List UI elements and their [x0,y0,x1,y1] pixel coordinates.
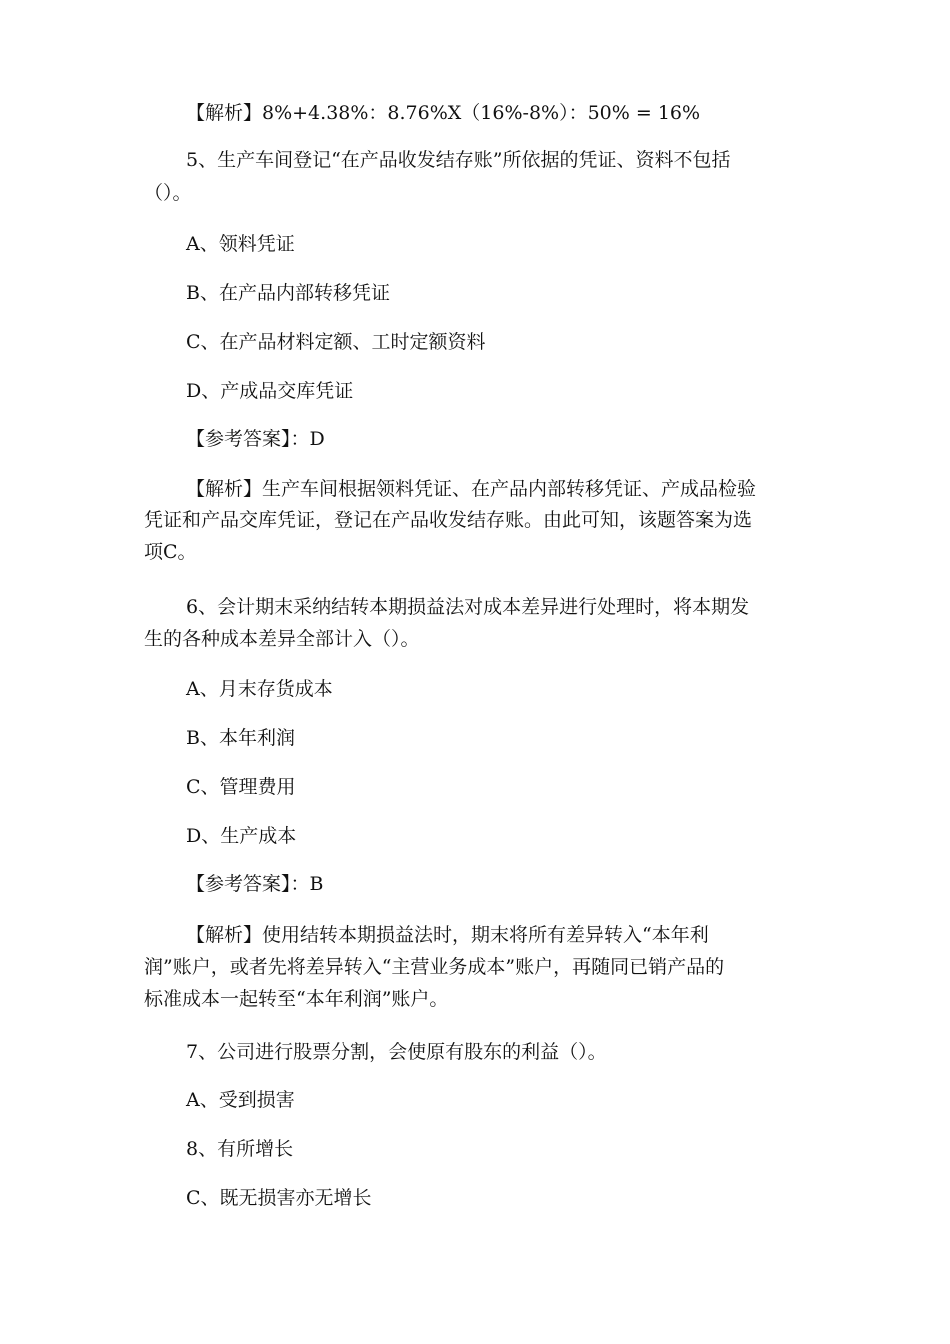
question-5-analysis-line1: 【解析】生产车间根据领料凭证、在产品内部转移凭证、产成品检验 [186,478,757,500]
question-6-option-c: C、管理费用 [186,776,296,798]
question-5-option-b: B、在产品内部转移凭证 [186,282,390,304]
question-5-stem-line2: （）。 [144,182,192,204]
question-5-analysis-line3: 项C。 [144,541,197,563]
question-6-option-d: D、生产成本 [186,825,297,847]
question-5-answer: 【参考答案】：D [186,428,325,450]
question-5-stem-line1: 5、生产车间登记“在产品收发结存账”所依据的凭证、资料不包括 [186,149,731,171]
question-7-option-c: C、既无损害亦无增长 [186,1187,372,1209]
question-6-stem-line2: 生的各种成本差异全部计入（）。 [144,628,420,650]
question-5-stem [186,144,836,176]
question-7-option-b: 8、有所增长 [186,1138,294,1160]
question-5-option-d: D、产成品交库凭证 [186,380,354,402]
question-5-analysis-line2: 凭证和产品交库凭证，登记在产品收发结存账。由此可知，该题答案为选 [144,509,753,531]
question-6-stem-line1: 6、会计期末采纳结转本期损益法对成本差异进行处理时，将本期发 [186,596,750,618]
analysis-q4: 【解析】8%+4.38%：8.76%X（16%-8%）：50% = 16% [186,102,701,124]
question-6-option-a: A、月末存货成本 [186,678,333,700]
question-6-analysis-line2: 润”账户，或者先将差异转入“主营业务成本”账户，再随同已销产品的 [144,956,725,978]
question-6-answer: 【参考答案】：B [186,873,324,895]
question-7-option-a: A、受到损害 [186,1089,295,1111]
question-5-option-a: A、领料凭证 [186,233,295,255]
question-7-stem: 7、公司进行股票分割，会使原有股东的利益（）。 [186,1041,607,1063]
question-6-analysis-line3: 标准成本一起转至“本年利润”账户。 [144,988,449,1010]
question-6-analysis-line1: 【解析】使用结转本期损益法时，期末将所有差异转入“本年利 [186,924,709,946]
question-5-option-c: C、在产品材料定额、工时定额资料 [186,331,486,353]
question-6-option-b: B、本年利润 [186,727,295,749]
